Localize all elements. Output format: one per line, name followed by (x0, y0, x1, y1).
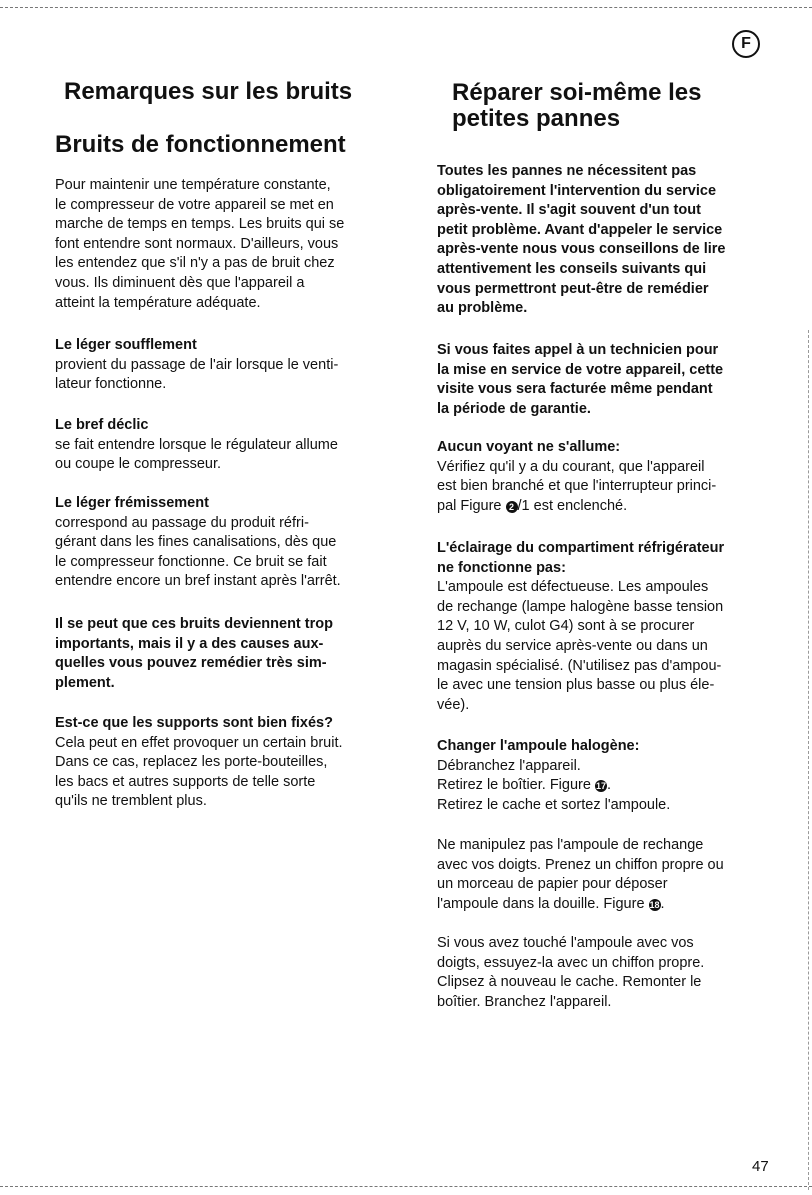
text-line: au problème. (437, 300, 528, 317)
text-line: ou coupe le compresseur. (55, 456, 222, 473)
text-line: le compresseur de votre appareil se met en (55, 196, 334, 213)
text-line: qu'ils ne tremblent plus. (55, 793, 207, 810)
text-line: vée). (437, 696, 470, 713)
text-line: Retirez le cache et sortez l'ampoule. (437, 796, 671, 813)
lighting-section (437, 539, 724, 715)
supports-heading: Est-ce que les supports sont bien fixés? (55, 715, 333, 731)
lighting-heading: L'éclairage du compartiment réfrigérateur (437, 540, 725, 556)
top-scan-rule (0, 7, 812, 8)
text-line: doigts, essuyez-la avec un chiffon propre. (437, 954, 705, 971)
text-line: après-vente. Il s'agit souvent d'un tout (437, 202, 701, 219)
intro-paragraph (55, 176, 344, 313)
text-line: Clipsez à nouveau le cache. Remonter le (437, 974, 702, 991)
text-line: boîtier. Branchez l'appareil. (437, 993, 612, 1010)
text-line: Toutes les pannes ne nécessitent pas (437, 163, 697, 179)
noise-declic (55, 416, 338, 475)
lighting-heading: ne fonctionne pas: (437, 559, 566, 576)
no-indicator-heading: Aucun voyant ne s'allume: (437, 439, 621, 455)
change-bulb-heading: Changer l'ampoule halogène: (437, 738, 640, 754)
text-line: un morceau de papier pour déposer (437, 876, 668, 893)
technician-warning (437, 341, 723, 419)
section-title-repair-line2: petites pannes (452, 105, 621, 132)
text-line (437, 497, 716, 517)
text-line: les bacs et autres supports de telle sorte (55, 773, 316, 790)
text-line: plement. (55, 674, 115, 691)
text-line: magasin spécialisé. (N'utilisez pas d'ampou- (437, 657, 722, 674)
text-fragment: /1 est enclenché. (517, 497, 628, 514)
page-number: 47 (752, 1158, 769, 1175)
text-line: de rechange (lampe halogène basse tension (437, 598, 724, 615)
text-line: provient du passage de l'air lorsque le venti- (55, 356, 339, 373)
text-line: attentivement les conseils suivants qui (437, 260, 707, 277)
figure-reference-icon: 18 (649, 899, 660, 910)
text-line: petit problème. Avant d'appeler le service (437, 221, 723, 238)
text-fragment: pal Figure (437, 497, 506, 514)
text-fragment: Retirez le boîtier. Figure (437, 777, 595, 794)
no-indicator-section (437, 438, 716, 516)
subtitle-operating-noises: Bruits de fonctionnement (55, 131, 346, 158)
warning-paragraph (55, 615, 333, 693)
noise-soufflement (55, 336, 338, 395)
text-line: Ne manipulez pas l'ampoule de rechange (437, 837, 704, 853)
text-line: atteint la température adéquate. (55, 294, 261, 311)
text-line: lateur fonctionne. (55, 376, 167, 393)
text-line: Si vous faites appel à un technicien pour (437, 342, 719, 358)
text-line (437, 776, 670, 796)
noise-heading: Le léger frémissement (55, 495, 209, 511)
text-line: L'ampoule est défectueuse. Les ampoules (437, 579, 709, 596)
text-line: visite vous sera facturée même pendant (437, 381, 713, 398)
text-line: 12 V, 10 W, culot G4) sont à se procurer (437, 618, 695, 635)
text-line: Pour maintenir une température constante, (55, 177, 331, 193)
section-title-repair-line1: Réparer soi-même les (452, 79, 702, 106)
text-line: Dans ce cas, replacez les porte-bouteilles, (55, 754, 328, 771)
text-line (437, 895, 724, 915)
text-line: avec vos doigts. Prenez un chiffon propre ou (437, 856, 724, 873)
text-fragment: l'ampoule dans la douille. Figure (437, 895, 649, 912)
text-fragment: . (606, 777, 611, 794)
text-fragment: . (660, 895, 665, 912)
figure-reference-icon: 17 (595, 781, 606, 792)
text-line: quelles vous pouvez remédier très sim- (55, 655, 327, 672)
text-line: Vérifiez qu'il y a du courant, que l'appareil (437, 458, 705, 475)
text-line: le avec une tension plus basse ou plus éle- (437, 677, 715, 694)
text-line: entendre encore un bref instant après l'arrêt. (55, 573, 341, 590)
cleaning-section (437, 934, 704, 1012)
text-line: Débranchez l'appareil. (437, 757, 581, 774)
text-line: le compresseur fonctionne. Ce bruit se fait (55, 553, 327, 570)
text-line: les entendez que s'il n'y a pas de bruit chez (55, 255, 335, 272)
right-margin-line (808, 330, 809, 1190)
noise-fremissement (55, 494, 341, 592)
text-line: Cela peut en effet provoquer un certain bruit. (55, 734, 343, 751)
text-line: est bien branché et que l'interrupteur princi- (437, 478, 717, 495)
text-line: après-vente nous vous conseillons de lire (437, 241, 726, 258)
text-line: Il se peut que ces bruits deviennent trop (55, 616, 333, 632)
text-line: la mise en service de votre appareil, cette (437, 361, 724, 378)
text-line: marche de temps en temps. Les bruits qui se (55, 216, 345, 233)
text-line: la période de garantie. (437, 400, 591, 417)
bottom-scan-rule (0, 1186, 812, 1187)
supports-section (55, 714, 343, 812)
noise-heading: Le bref déclic (55, 417, 149, 433)
text-line: auprès du service après-vente ou dans un (437, 637, 708, 654)
section-title-noises: Remarques sur les bruits (64, 78, 353, 105)
noise-heading: Le léger soufflement (55, 337, 197, 353)
figure-reference-icon: 2 (506, 501, 518, 513)
text-line: vous. Ils diminuent dès que l'appareil a (55, 274, 305, 291)
text-line: obligatoirement l'intervention du service (437, 182, 717, 199)
repair-intro (437, 162, 725, 319)
text-line: importants, mais il y a des causes aux- (55, 635, 324, 652)
handling-section (437, 836, 724, 914)
language-badge: F (732, 30, 760, 58)
change-bulb-section (437, 737, 670, 815)
text-line: correspond au passage du produit réfri- (55, 514, 309, 531)
text-line: Si vous avez touché l'ampoule avec vos (437, 935, 694, 951)
text-line: vous permettront peut-être de remédier (437, 280, 709, 297)
text-line: se fait entendre lorsque le régulateur allume (55, 436, 338, 453)
text-line: gérant dans les fines canalisations, dès que (55, 534, 337, 551)
text-line: font entendre sont normaux. D'ailleurs, vous (55, 235, 339, 252)
